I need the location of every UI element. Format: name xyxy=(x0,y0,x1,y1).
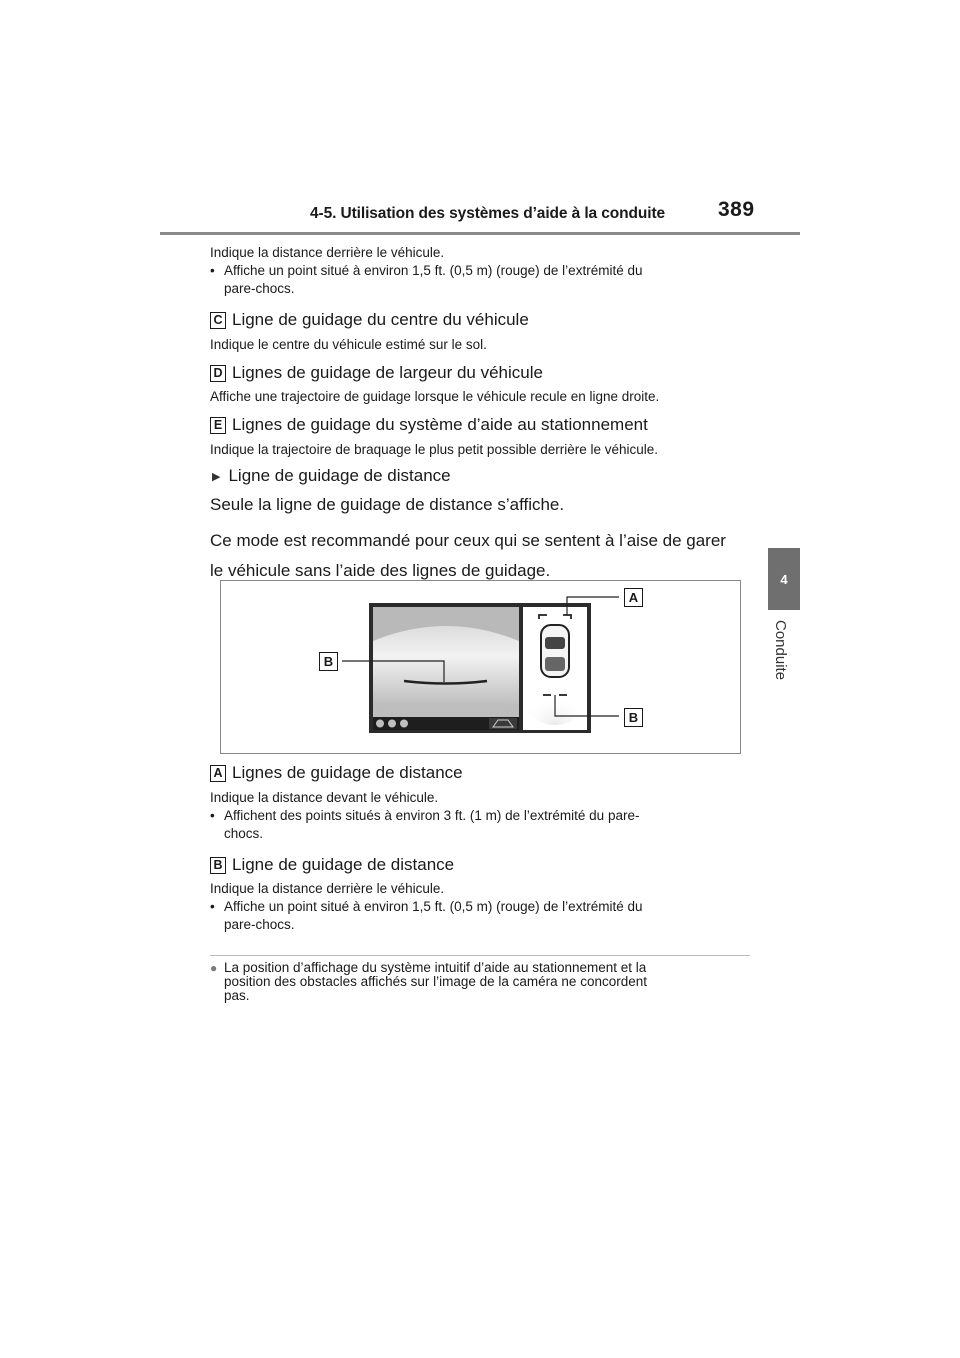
sensor-icon-2 xyxy=(400,720,408,728)
mode-line: le véhicule sans l’aide des lignes de guidage. xyxy=(210,561,551,580)
item-desc: Affiche une trajectoire de guidage lorsque le véhicule recule en ligne droite. xyxy=(210,389,660,404)
camera-display-figure xyxy=(220,580,741,754)
bullet-icon: • xyxy=(210,808,215,823)
note-text xyxy=(224,961,647,1003)
note-line: La position d’affichage du système intuitif d’aide au stationnement et la xyxy=(224,960,647,975)
legend-title: Ligne de guidage de distance xyxy=(232,855,455,874)
mode-title: Ligne de guidage de distance xyxy=(228,466,451,485)
page-number: 389 xyxy=(718,198,755,221)
note-rule xyxy=(210,955,750,956)
intro-bullet-cont: pare-chocs. xyxy=(224,281,295,296)
chapter-label: Conduite xyxy=(772,620,789,681)
legend-bullet-cont: chocs. xyxy=(224,826,264,841)
bullet-icon: • xyxy=(210,263,215,278)
chapter-tab[interactable] xyxy=(768,548,800,610)
intro-bullet-text: Affiche un point situé à environ 1,5 ft. (0,5 m) (rouge) de l’extrémité du xyxy=(224,263,643,278)
legend-desc: Indique la distance derrière le véhicule. xyxy=(210,881,445,896)
chapter-number: 4 xyxy=(780,571,788,587)
legend-bullet-text: Affiche un point situé à environ 1,5 ft. (0,5 m) (rouge) de l’extrémité du xyxy=(224,899,643,914)
bullet-icon: • xyxy=(210,899,215,914)
tag-c: C xyxy=(210,312,226,329)
legend-heading-a xyxy=(210,763,463,783)
section-title: 4-5. Utilisation des systèmes d’aide à la conduite xyxy=(310,205,666,222)
legend-bullet-cont: pare-chocs. xyxy=(224,917,295,932)
item-heading-d xyxy=(210,363,543,383)
header-rule xyxy=(160,232,800,235)
figure-label-a: A xyxy=(624,588,643,607)
car-rear-window xyxy=(545,657,565,671)
item-heading-c xyxy=(210,310,529,330)
mode-line: Ce mode est recommandé pour ceux qui se sentent à l’aise de garer xyxy=(210,531,726,550)
note-block xyxy=(210,961,740,1003)
item-desc: Indique la trajectoire de braquage le plus petit possible derrière le véhicule. xyxy=(210,442,659,457)
tag-e: E xyxy=(210,417,226,434)
intro-block xyxy=(210,244,750,298)
legend-heading-b xyxy=(210,855,454,875)
intro-bullet xyxy=(210,262,750,280)
figure-label-b-left: B xyxy=(319,652,338,671)
item-title: Lignes de guidage de largeur du véhicule xyxy=(232,363,543,382)
mode-heading xyxy=(212,466,451,486)
tag-a: A xyxy=(210,765,226,782)
mode-line: Seule la ligne de guidage de distance s’affiche. xyxy=(210,495,565,514)
legend-bullet xyxy=(210,807,750,825)
legend-desc: Indique la distance devant le véhicule. xyxy=(210,790,439,805)
figure-label-b-right: B xyxy=(624,708,643,727)
figure-illustration xyxy=(221,581,740,753)
info-icon xyxy=(376,720,384,728)
legend-body-b xyxy=(210,880,750,934)
tag-b: B xyxy=(210,857,226,874)
car-windshield xyxy=(545,637,565,649)
note-line: pas. xyxy=(224,988,250,1003)
item-title: Ligne de guidage du centre du véhicule xyxy=(232,310,529,329)
sensor-icon xyxy=(388,720,396,728)
note-line: position des obstacles affichés sur l’image de la caméra ne concordent xyxy=(224,974,647,989)
triangle-right-icon: ▶ xyxy=(212,470,221,483)
legend-bullet xyxy=(210,898,750,916)
legend-title: Lignes de guidage de distance xyxy=(232,763,463,782)
tag-d: D xyxy=(210,365,226,382)
intro-text: Indique la distance derrière le véhicule. xyxy=(210,245,445,260)
note-bullet-icon: ● xyxy=(210,961,218,975)
legend-body-a xyxy=(210,789,750,843)
item-title: Lignes de guidage du système d’aide au stationnement xyxy=(232,415,648,434)
legend-bullet-text: Affichent des points situés à environ 3 ft. (1 m) de l’extrémité du pare- xyxy=(224,808,640,823)
item-desc: Indique le centre du véhicule estimé sur le sol. xyxy=(210,337,487,352)
item-heading-e xyxy=(210,415,648,435)
mode-body xyxy=(210,490,760,586)
